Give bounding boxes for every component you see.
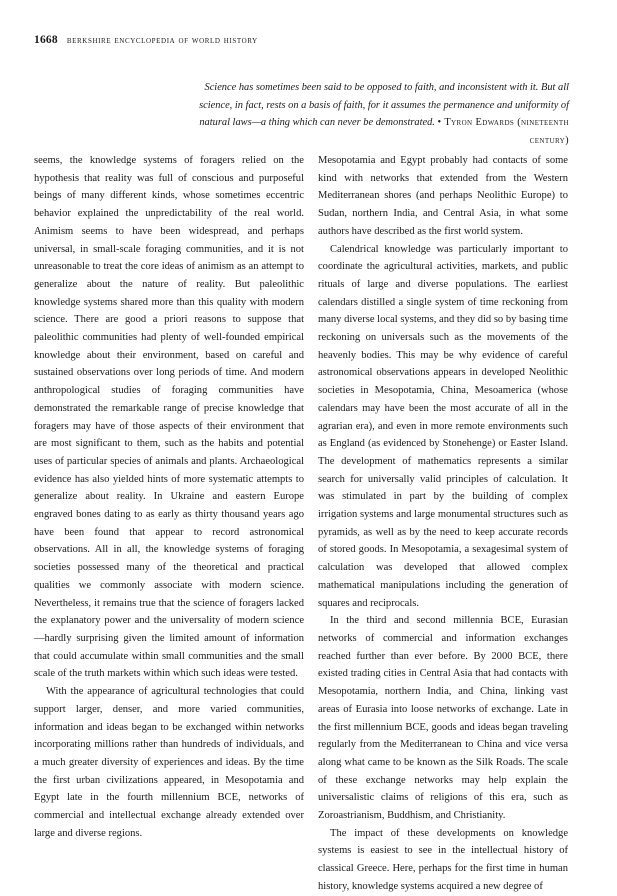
page-number: 1668 [34, 34, 58, 46]
right-paragraph-2: Calendrical knowledge was particularly important to coordinate the agricultural activities, markets, and public rituals of large and diverse populations. The earliest calendars distilled a single system of time reckoning from many diverse local systems, and they did so by basing time reckoning on universals such as the movements of the heavenly bodies. This may be why evidence of careful astronomical observations appears in developed Neolithic societies in Mesopotamia, China, Mesoamerica (whose calendars may have been the most accurate of all in the agrarian era), and even in more remote environments such as England (as evidenced by Stonehenge) or Easter Island. The development of mathematics represents a similar search for universally valid principles of calculation. It was stimulated in part by the building of complex irrigation systems and large monumental structures such as pyramids, as well as by the need to keep accurate records of stored goods. In Mesopotamia, a sexagesimal system of calculation was developed that allowed complex mathematical manipulations including the generation of squares and reciprocals. [318, 243, 568, 609]
epigraph-quote: Science has sometimes been said to be opposed to faith, and inconsistent with it. But all science, in fact, rests on a basis of faith, for it assumes the permanence and uniformity of natural laws—a thing which can never be demonstrated. [199, 82, 569, 128]
epigraph-attribution: • Tyron Edwards (nineteenth century) [437, 117, 569, 146]
right-paragraph-1: Mesopotamia and Egypt probably had contacts of some kind with networks that extended from the Western Mediterranean shores (and perhaps Neolithic Europe) to Sudan, northern India, and Central Asia, in what some authors have described as the first world system. [318, 155, 568, 237]
right-paragraph-4: The impact of these developments on knowledge systems is easiest to see in the intellectual history of classical Greece. Here, perhaps for the first time in human history, knowledge systems acquired a new degree of [318, 827, 568, 892]
right-column [318, 152, 568, 896]
left-paragraph-2: With the appearance of agricultural technologies that could support larger, denser, and more varied communities, information and ideas began to be exchanged within networks incorporating millions rather than hundreds of individuals, and a much greater diversity of experiences and ideas. By the time the first urban civilizations appeared, in Mesopotamia and Egypt late in the fourth millennium BCE, networks of commercial and intellectual exchange already extended over large and diverse regions. [34, 686, 304, 839]
page-header [34, 34, 258, 46]
left-column [34, 152, 304, 842]
running-title: berkshire encyclopedia of world history [66, 35, 258, 46]
epigraph [189, 79, 569, 149]
left-paragraph-1: seems, the knowledge systems of foragers relied on the hypothesis that reality was full of conscious and purposeful beings of many different kinds, whose sometimes eccentric behavior explained the unpredictability of the real world. Animism seems to have been widespread, and perhaps universal, in small-scale foraging communities, and it is not unreasonable to treat the core ideas of animism as an attempt to generalize about the nature of reality. But paleolithic knowledge systems shared more than this quality with modern science. There are good a priori reasons to suppose that paleolithic communities had plenty of well-founded empirical knowledge about their environment, based on careful and sustained observations over long periods of time. And modern anthropological studies of foraging communities have demonstrated the remarkable range of precise knowledge that foragers may have of those aspects of their environment that are most significant to them, such as the habits and potential uses of particular species of animals and plants. Archaeological evidence has also yielded hints of more systematic attempts to generalize about reality. In Ukraine and eastern Europe engraved bones dating to as early as thirty thousand years ago have been found that appear to record astronomical observations. All in all, the knowledge systems of foraging societies possessed many of the theoretical and practical qualities we commonly associate with modern science. Nevertheless, it remains true that the science of foragers lacked the explanatory power and the universality of modern science—hardly surprising given the limited amount of information that could accumulate within small communities and the small scale of the truth markets within which such ideas were tested. [34, 155, 304, 680]
right-paragraph-3: In the third and second millennia BCE, Eurasian networks of commercial and information exchanges reached further than ever before. By 2000 BCE, there existed trading cities in Central Asia that had contacts with Mesopotamia, northern India, and China, linking vast areas of Eurasia into loose networks of exchange. Late in the first millennium BCE, goods and ideas began traveling regularly from the Mediterranean to China and vice versa along what came to be known as the Silk Roads. The scale of these exchange networks may help explain the universalistic claims of religions of this era, such as Zoroastrianism, Buddhism, and Christianity. [318, 615, 568, 822]
